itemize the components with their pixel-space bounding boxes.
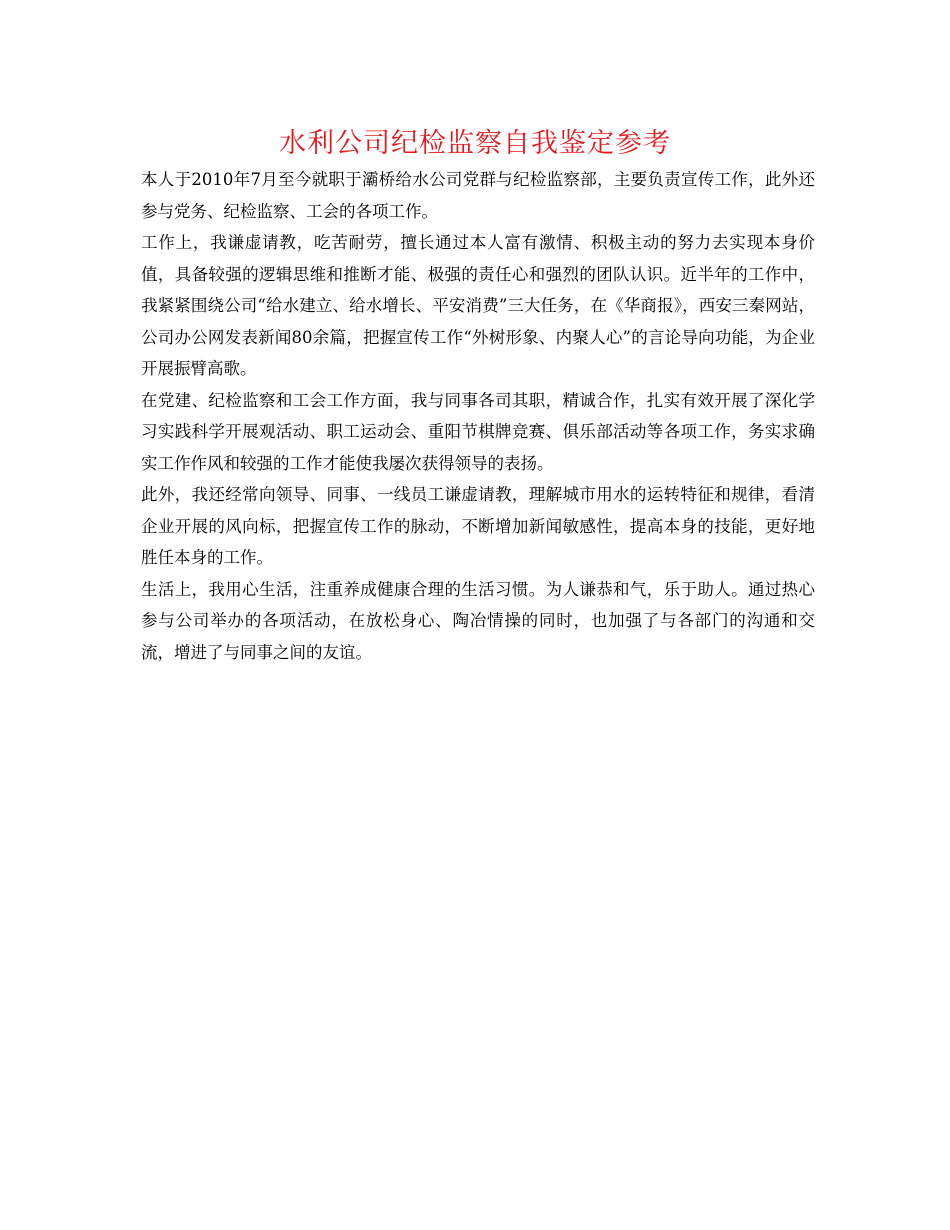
paragraph-2: 工作上，我谦虚请教，吃苦耐劳，擅长通过本人富有激情、积极主动的努力去实现本身价值，具备较强的逻辑思维和推断才能、极强的责任心和强烈的团队认识。近半年的工作中，我紧紧围绕公司“给水建立、给水增长、平安消费”三大任务，在《华商报》，西安三秦网站，公司办公网发表新闻80余篇，把握宣传工作“外树形象、内聚人心”的言论导向功能，为企业开展振臂高歌。: [141, 233, 815, 378]
paragraph-4: 此外，我还经常向领导、同事、一线员工谦虚请教，理解城市用水的运转特征和规律，看清企业开展的风向标，把握宣传工作的脉动，不断增加新闻敏感性，提高本身的技能，更好地胜任本身的工作。: [141, 485, 815, 567]
paragraph-3: 在党建、纪检监察和工会工作方面，我与同事各司其职，精诚合作，扎实有效开展了深化学习实践科学开展观活动、职工运动会、重阳节棋牌竞赛、俱乐部活动等各项工作，务实求确实工作作风和较强的工作才能使我屡次获得领导的表扬。: [141, 390, 815, 473]
paragraph-5: 生活上，我用心生活，注重养成健康合理的生活习惯。为人谦恭和气，乐于助人。通过热心参与公司举办的各项活动，在放松身心、陶冶情操的同时，也加强了与各部门的沟通和交流，增进了与同事之间的友谊。: [141, 579, 815, 662]
paragraph-1: 本人于2010年7月至今就职于灞桥给水公司党群与纪检监察部，主要负责宣传工作，此外还参与党务、纪检监察、工会的各项工作。: [141, 170, 815, 221]
document-body: [141, 164, 815, 668]
document-title: 水利公司纪检监察自我鉴定参考: [279, 128, 671, 159]
